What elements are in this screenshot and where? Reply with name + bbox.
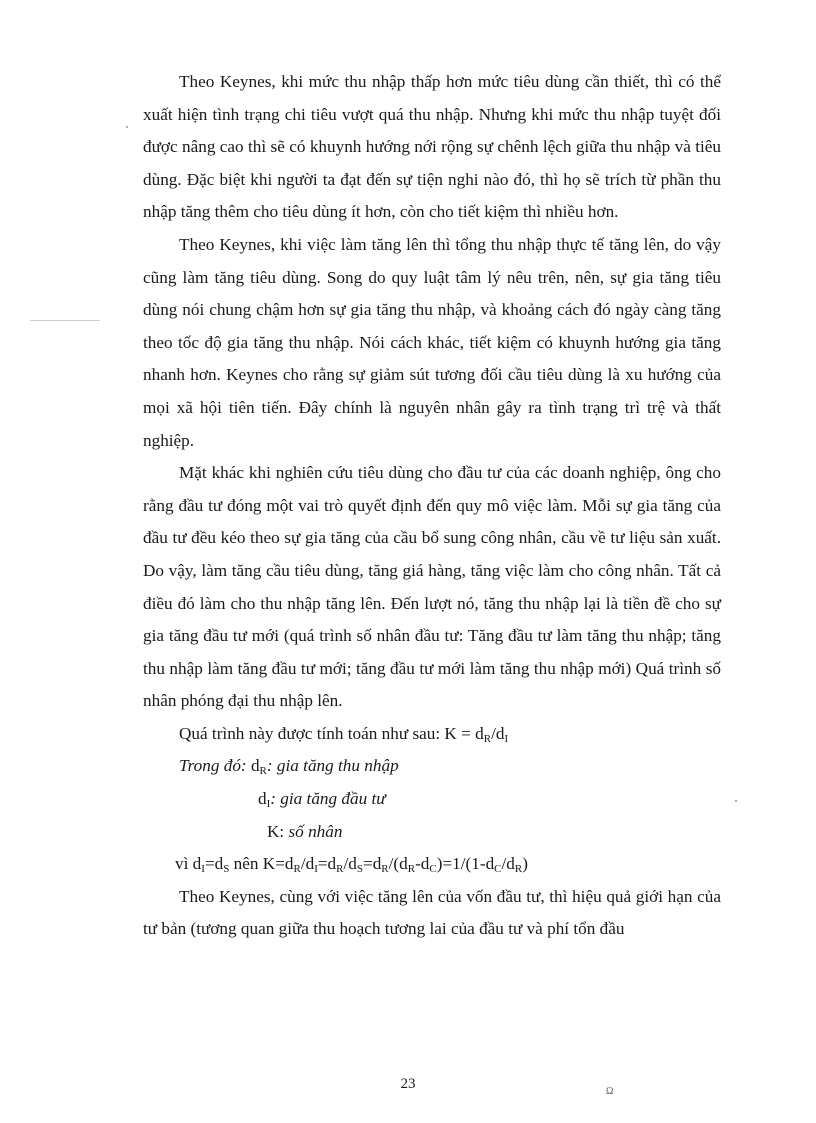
- scan-speck: [735, 800, 737, 802]
- page-number: 23: [400, 1076, 416, 1092]
- formula-intro: Quá trình này được tính toán như sau: K = d: [179, 723, 484, 743]
- paragraph-1: Theo Keynes, khi mức thu nhập thấp hơn mức tiêu dùng cần thiết, thì có thể xuất hiện tình trạng chi tiêu vượt quá thu nhập. Nhưng khi mức thu nhập tuyệt đối được nâng cao thì sẽ có khuynh hướng nới rộng sự chênh lệch giữa thu nhập và tiêu dùng. Đặc biệt khi người ta đạt đến sự tiện nghi nào đó, thì họ sẽ trích từ phần thu nhập tăng thêm cho tiêu dùng ít hơn, còn cho tiết kiệm thì nhiều hơn.: [143, 72, 721, 222]
- paragraph-2: Theo Keynes, khi việc làm tăng lên thì tổng thu nhập thực tế tăng lên, do vậy cũng làm tăng tiêu dùng. Song do quy luật tâm lý nêu trên, nên, sự gia tăng tiêu dùng nói chung chậm hơn sự gia tăng thu nhập, và khoảng cách đó ngày càng tăng theo tốc độ gia tăng thu nhập. Nói cách khác, tiết kiệm có khuynh hướng gia tăng nhanh hơn. Keynes cho rằng sự giảm sút tương đối cầu tiêu dùng là xu hướng của mọi xã hội tiên tiến. Đây chính là nguyên nhân gây ra tình trạng trì trệ và thất nghiệp.: [143, 234, 721, 450]
- where-dr-line: [143, 750, 721, 783]
- where-label: Trong đó:: [179, 756, 251, 776]
- paragraph-4: Theo Keynes, cùng với việc tăng lên của vốn đầu tư, thì hiệu quả giới hạn của tư bản (tương quan giữa thu hoạch tương lai của đầu tư và phí tổn đầu: [143, 886, 721, 939]
- dr-description: : gia tăng thu nhập: [266, 756, 399, 776]
- scan-speck: [126, 126, 128, 128]
- dr-symbol: d: [250, 756, 260, 776]
- k-description: số nhân: [288, 821, 343, 841]
- di-subscript: I: [266, 798, 271, 811]
- k-label: K:: [267, 821, 289, 841]
- paragraph-3: Mặt khác khi nghiên cứu tiêu dùng cho đầu tư của các doanh nghiệp, ông cho rằng đầu tư đóng một vai trò quyết định đến quy mô việc làm. Mỗi sự gia tăng của đầu tư đều kéo theo sự gia tăng của cầu bổ sung công nhân, cầu về tư liệu sản xuất. Do vậy, làm tăng cầu tiêu dùng, tăng giá hàng, tăng việc làm cho công nhân. Tất cả điều đó làm cho thu nhập tăng lên. Đến lượt nó, tăng thu nhập lại là tiền đề cho sự gia tăng đầu tư mới (quá trình số nhân đầu tư: Tăng đầu tư làm tăng thu nhập; tăng thu nhập làm tăng đầu tư mới; tăng đầu tư mới làm tăng thu nhập mới) Quá trình số nhân phóng đại thu nhập lên.: [143, 463, 721, 711]
- dr-subscript: R: [259, 765, 267, 778]
- di-description: : gia tăng đầu tư: [270, 789, 386, 809]
- formula-line: [143, 718, 721, 751]
- formula-subscript-i: I: [504, 732, 509, 745]
- derivation-line: vì $d_I=d_S$ nên $K=d_R/d_I=d_R/d_S=d_R/(d_R-d_C)=1/(1-d_C/d_R)$: [175, 854, 528, 876]
- di-symbol: d: [258, 789, 267, 809]
- scan-mark: Ω: [606, 1086, 614, 1097]
- scan-speck: [30, 320, 100, 321]
- formula-subscript-r: R: [483, 732, 492, 745]
- body-text: [143, 66, 721, 946]
- formula-slash: /d: [491, 723, 505, 743]
- di-line: [143, 783, 721, 816]
- k-line: [143, 816, 721, 849]
